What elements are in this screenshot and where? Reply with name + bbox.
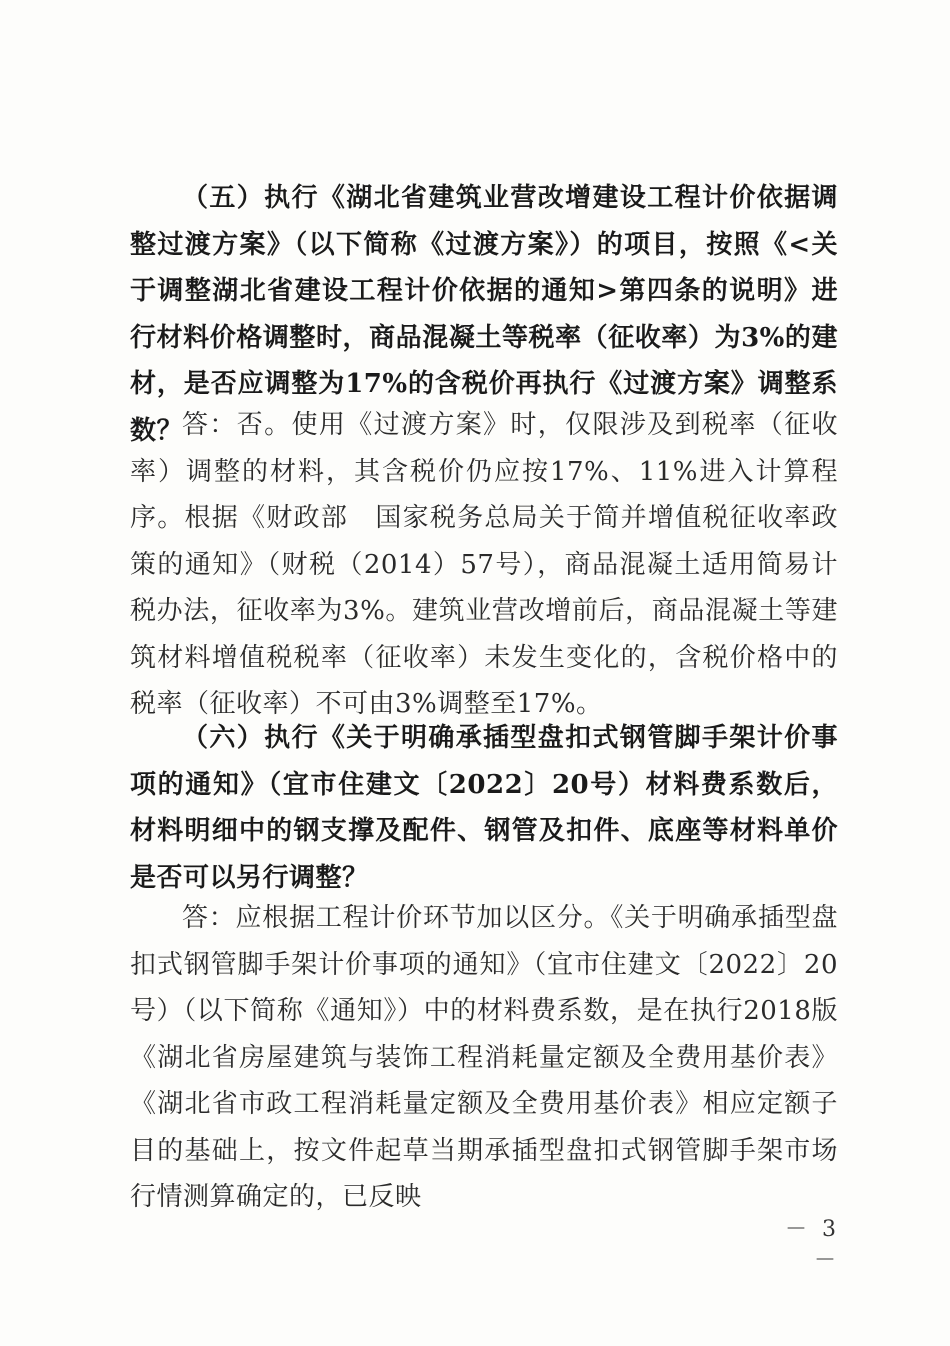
answer-six: 答：应根据工程计价环节加以区分。《关于明确承插型盘扣式钢管脚手架计价事项的通知》（宜市住建文〔2022〕20号）（以下简称《通知》）中的材料费系数，是在执行2018版《湖北省房屋建筑与装饰工程消耗量定额及全费用基价表》《湖北省市政工程消耗量定额及全费用基价表》相应定额子目的基础上，按文件起草当期承插型盘扣式钢管脚手架市场行情测算确定的，已反映 <box>130 903 838 1212</box>
question-six: （六）执行《关于明确承插型盘扣式钢管脚手架计价事项的通知》（宜市住建文〔2022〕20号）材料费系数后，材料明细中的钢支撑及配件、钢管及扣件、底座等材料单价是否可以另行调整？ <box>130 723 838 893</box>
answer-five: 答：否。使用《过渡方案》时，仅限涉及到税率（征收率）调整的材料，其含税价仍应按17%、11%进入计算程序。根据《财政部 国家税务总局关于简并增值税征收率政策的通知》（财税（2014）57号），商品混凝土适用简易计税办法，征收率为3%。建筑业营改增前后，商品混凝土等建筑材料增值税税率（征收率）未发生变化的，含税价格中的税率（征收率）不可由3%调整至17%。 <box>130 410 838 719</box>
question-five: （五）执行《湖北省建筑业营改增建设工程计价依据调整过渡方案》（以下简称《过渡方案》）的项目，按照《<关于调整湖北省建设工程计价依据的通知>第四条的说明》进行材料价格调整时，商品混凝土等税率（征收率）为3%的建材，是否应调整为17%的含税价再执行《过渡方案》调整系数？ <box>130 183 838 446</box>
page-number: － 3 － <box>785 1217 840 1273</box>
